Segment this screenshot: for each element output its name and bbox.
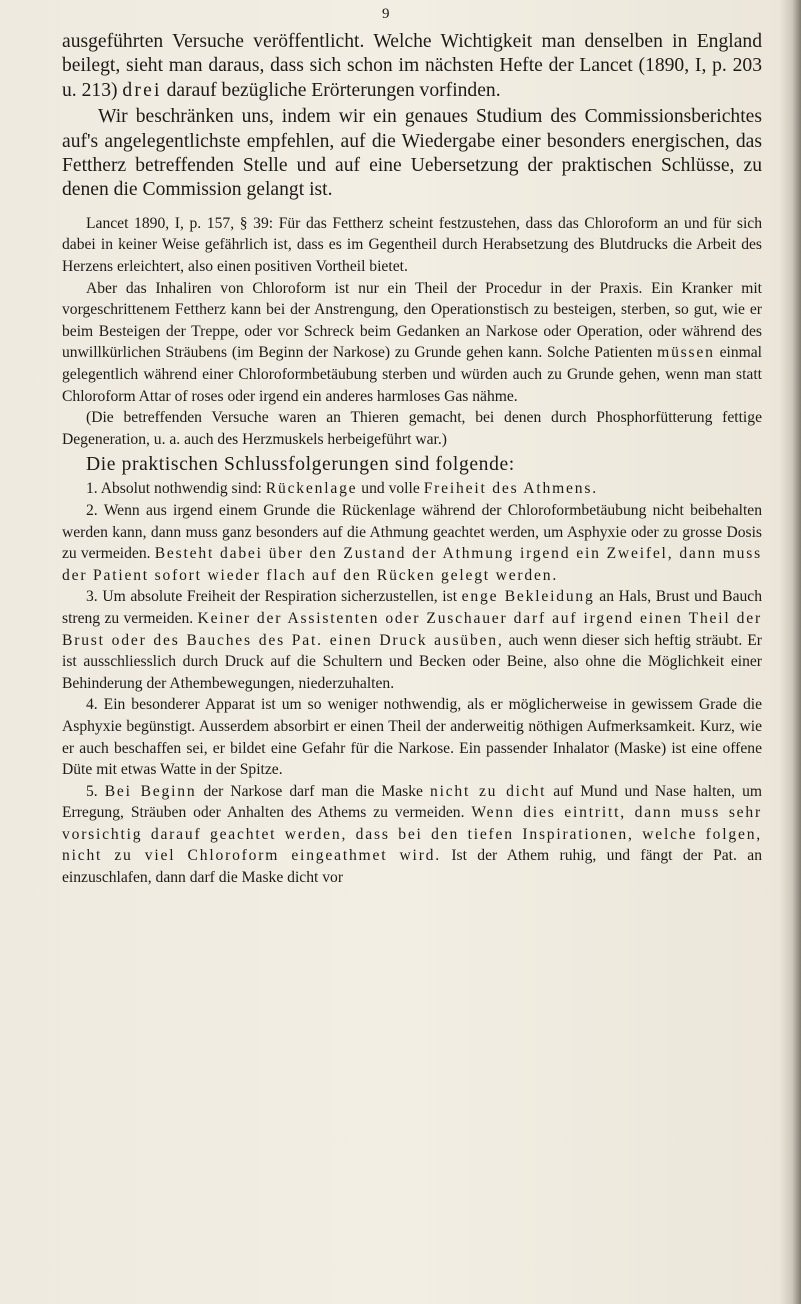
page-number: 9	[382, 6, 390, 22]
paragraph-commission: Wir beschränken uns, indem wir ein genaues Studium des Commissionsberichtes auf's angelegentlichste empfehlen, auf die Wiedergabe einer besonders energischen, das Fettherz betreffenden Stelle und auf eine Uebersetzung der praktischen Schlüsse, zu denen die Commission gelangt ist.	[62, 106, 762, 201]
list-item: 3. Um absolute Freiheit der Respiration sicherzustellen, ist enge Bekleidung an Hals, Brust und Bauch streng zu vermeiden. Keiner der Assistenten oder Zuschauer darf auf irgend einen Theil der Brust oder des Bauches des Pat. einen Druck ausüben, auch wenn dieser sich heftig sträubt. Er ist ausschliesslich durch Druck auf die Schultern und Becken oder Beine, also ohne die Möglichkeit einer Behinderung der Athembewegungen, niederzuhalten.	[62, 588, 763, 692]
page-edge-shadow	[779, 0, 801, 1304]
quote-paragraph-2: Aber das Inhaliren von Chloroform ist nur ein Theil der Procedur in der Praxis. Ein Kranker mit vorgeschrittenem Fettherz kann bei der Anstrengung, den Operationstisch zu besteigen, sterben, so gut, wie er beim Besteigen der Treppe, oder vor Schreck beim Gedanken an Narkose oder Operation, oder während des unwillkürlichen Sträubens (im Beginn der Narkose) zu Grunde gehen kann. Solche Patienten müssen einmal gelegentlich während einer Chloroformbetäubung sterben und würden auch zu Grunde gehen, wenn man statt Chloroform Attar of roses oder irgend ein anderes harmloses Gas nähme.	[62, 279, 762, 405]
section-heading: Die praktischen Schlussfolgerungen sind folgende:	[86, 454, 515, 476]
quoted-passage	[62, 213, 762, 451]
paragraph-intro: ausgeführten Versuche veröffentlicht. Welche Wichtigkeit man denselben in England beilegt, sieht man daraus, dass sich schon im nächsten Hefte der Lancet (1890, I, p. 203 u. 213) drei darauf bezügliche Erörterungen vorfinden.	[62, 31, 762, 101]
text-column	[62, 30, 762, 889]
quote-paragraph-3: (Die betreffenden Versuche waren an Thieren gemacht, bei denen durch Phosphorfütterung fettige Degeneration, u. a. auch des Herzmuskels herbeigeführt war.)	[62, 409, 762, 448]
quote-paragraph-1: Lancet 1890, I, p. 157, § 39: Für das Fettherz scheint festzustehen, dass das Chloroform an und für sich dabei in keiner Weise gefährlich ist, dass es im Gegentheil durch Herabsetzung des Blutdrucks die Arbeit des Herzens erleichtert, also einen positiven Vortheil bietet.	[62, 214, 762, 276]
list-item: 2. Wenn aus irgend einem Grunde die Rückenlage während der Chloroformbetäubung nicht beibehalten werden kann, dann muss ganz besonders auf die Athmung geachtet werden, um Asphyxie oder zu grosse Dosis zu vermeiden. Besteht dabei über den Zustand der Athmung irgend ein Zweifel, dann muss der Patient sofort wieder flach auf den Rücken gelegt werden.	[62, 501, 763, 584]
list-item: 1. Absolut nothwendig sind: Rückenlage und volle Freiheit des Athmens.	[86, 480, 598, 498]
list-item: 5. Bei Beginn der Narkose darf man die Maske nicht zu dicht auf Mund und Nase halten, um Erregung, Sträuben oder Anhalten des Athems zu vermeiden. Wenn dies eintritt, dann muss sehr vorsichtig darauf geachtet werden, dass bei den tiefen Inspirationen, welche folgen, nicht zu viel Chloroform eingeathmet wird. Ist der Athem ruhig, und fängt der Pat. an einzuschlafen, dann darf die Maske dicht vor	[62, 782, 763, 887]
list-item: 4. Ein besonderer Apparat ist um so weniger nothwendig, als er möglicherweise in gewissem Grade die Asphyxie begünstigt. Ausserdem absorbirt er einen Theil der anderweitig nöthigen Aufmerksamkeit. Kurz, wie er auch beschaffen sei, er bildet eine Gefahr für die Narkose. Ein passender Inhalator (Maske) ist eine offene Düte mit etwas Watte in der Spitze.	[62, 696, 762, 779]
conclusions-list	[62, 478, 762, 888]
lead-paragraphs	[62, 30, 762, 203]
